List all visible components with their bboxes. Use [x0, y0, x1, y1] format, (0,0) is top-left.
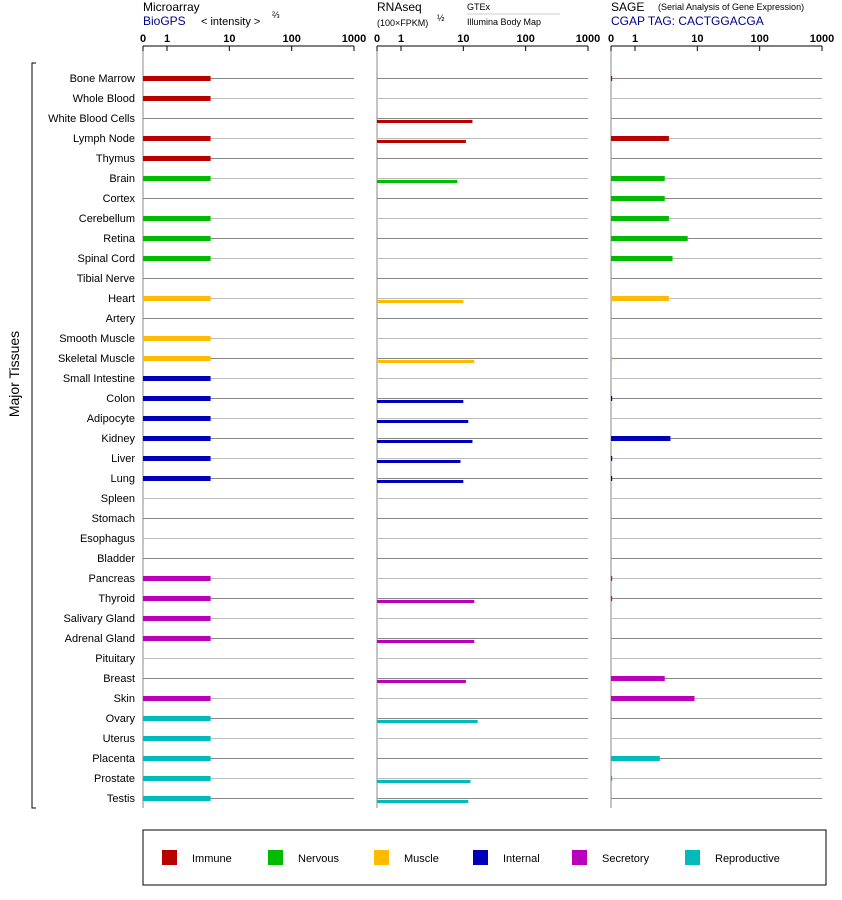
row-label: Smooth Muscle [59, 333, 135, 345]
rnaseq-bar-illumina [377, 420, 468, 423]
rnaseq-bar-illumina [377, 720, 478, 723]
microarray-tick-label: 1 [163, 33, 171, 45]
row-label: Prostate [94, 773, 135, 785]
row-label: Esophagus [79, 533, 135, 545]
sage-bar [611, 216, 669, 221]
sage-bar [611, 436, 670, 441]
rnaseq-tick-label: 0 [373, 33, 381, 45]
microarray-bar [143, 476, 211, 481]
rnaseq-tick-label: 10 [457, 33, 470, 45]
microarray-bar [143, 356, 211, 361]
sage-title: SAGE [611, 0, 645, 14]
microarray-bar [143, 76, 211, 81]
sage-tag: CGAP TAG: CACTGGACGA [611, 14, 764, 28]
rnaseq-bar-illumina [377, 780, 470, 783]
rnaseq-bar-illumina [377, 400, 463, 403]
microarray-title: Microarray [143, 0, 200, 14]
sage-bar [611, 756, 660, 761]
sage-bar [611, 136, 669, 141]
microarray-bar [143, 736, 211, 741]
rnaseq-bar-illumina [377, 180, 457, 183]
sage-bar [611, 356, 612, 361]
row-label: Pituitary [95, 653, 135, 665]
row-label: Skeletal Muscle [57, 353, 135, 365]
row-label: Testis [106, 793, 135, 805]
sage-bar [611, 776, 612, 781]
sage-tick-label: 0 [607, 33, 615, 45]
row-label: Bladder [97, 553, 135, 565]
microarray-bar [143, 696, 211, 701]
rnaseq-title: RNAseq [377, 0, 422, 14]
sage-bar [611, 696, 694, 701]
row-label: Skin [113, 693, 135, 705]
rnaseq-units: (100×FPKM) [377, 18, 429, 28]
row-label: White Blood Cells [48, 113, 135, 125]
row-label: Lung [110, 473, 135, 485]
sage-bar [611, 236, 688, 241]
side-label: Major Tissues [6, 330, 22, 418]
microarray-exponent: ⅔ [272, 10, 280, 20]
microarray-bar [143, 716, 211, 721]
microarray-bar [143, 756, 211, 761]
legend-swatch [572, 850, 587, 865]
microarray-bar [143, 776, 211, 781]
row-label: Thyroid [98, 593, 135, 605]
sage-bar [611, 296, 669, 301]
sage-tick-label: 1000 [809, 33, 835, 45]
row-label: Brain [109, 173, 135, 185]
microarray-bar [143, 256, 211, 261]
microarray-bar [143, 216, 211, 221]
rnaseq-bar-illumina [377, 680, 466, 683]
legend-label: Nervous [298, 853, 339, 865]
legend-swatch [685, 850, 700, 865]
sage-bar [611, 576, 612, 581]
row-label: Uterus [102, 733, 135, 745]
sage-tick-label: 1 [631, 33, 639, 45]
sage-bar [611, 676, 665, 681]
row-label: Liver [111, 453, 135, 465]
microarray-bar [143, 176, 211, 181]
row-label: Tibial Nerve [76, 273, 135, 285]
microarray-source: BioGPS [143, 14, 186, 28]
row-label: Lymph Node [73, 133, 135, 145]
row-label: Small Intestine [62, 373, 135, 385]
row-label: Breast [103, 673, 135, 685]
legend-label: Immune [192, 853, 232, 865]
panels [140, 33, 834, 808]
microarray-bar [143, 376, 211, 381]
sage-bar [611, 476, 612, 481]
row-label: Bone Marrow [69, 73, 135, 85]
row-label: Ovary [105, 713, 135, 725]
row-label: Placenta [92, 753, 135, 765]
side-bracket [32, 63, 36, 808]
sage-bar [611, 396, 612, 401]
sage-bar [611, 256, 673, 261]
row-label: Kidney [101, 433, 135, 445]
microarray-bar [143, 456, 211, 461]
microarray-bar [143, 416, 211, 421]
row-label: Spleen [100, 493, 135, 505]
microarray-bar [143, 236, 211, 241]
legend-label: Internal [503, 853, 540, 865]
microarray-bar [143, 436, 211, 441]
row-label: Whole Blood [72, 93, 135, 105]
rnaseq-source-gtex: GTEx [467, 2, 491, 12]
rnaseq-bar-illumina [377, 480, 463, 483]
rnaseq-bar-illumina [377, 460, 460, 463]
rnaseq-bar-gtex [377, 360, 474, 363]
row-label: Retina [103, 233, 135, 245]
microarray-bar [143, 636, 211, 641]
sage-bar [611, 456, 612, 461]
rnaseq-source-illumina: Illumina Body Map [467, 17, 542, 27]
rnaseq-bar-gtex [377, 800, 468, 803]
sage-subtitle: (Serial Analysis of Gene Expression) [658, 2, 805, 12]
rnaseq-bar-gtex [377, 440, 472, 443]
rnaseq-exponent: ½ [437, 13, 445, 23]
rnaseq-bar-gtex [377, 120, 472, 123]
microarray-tick-label: 0 [139, 33, 147, 45]
rnaseq-bar-illumina [377, 140, 466, 143]
legend-label: Reproductive [715, 853, 780, 865]
row-label: Heart [108, 293, 135, 305]
row-label: Pancreas [88, 573, 135, 585]
sage-bar [611, 596, 612, 601]
sage-panel [608, 33, 834, 808]
row-label: Spinal Cord [77, 253, 135, 265]
row-label: Colon [106, 393, 135, 405]
rnaseq-tick-label: 1 [397, 33, 405, 45]
microarray-tick-label: 1000 [341, 33, 367, 45]
sage-bar [611, 196, 665, 201]
legend-label: Muscle [404, 853, 439, 865]
legend-swatch [473, 850, 488, 865]
sage-bar [611, 176, 665, 181]
rnaseq-tick-label: 100 [516, 33, 535, 45]
rnaseq-bar-gtex [377, 640, 474, 643]
sage-tick-label: 10 [691, 33, 704, 45]
row-label: Cerebellum [78, 213, 135, 225]
microarray-bar [143, 136, 211, 141]
microarray-tick-label: 100 [282, 33, 301, 45]
row-label: Salivary Gland [63, 613, 135, 625]
microarray-intensity-label: < intensity > [201, 16, 261, 28]
rnaseq-bar-illumina [377, 300, 463, 303]
legend-label: Secretory [602, 853, 650, 865]
row-label: Stomach [91, 513, 135, 525]
row-labels [48, 73, 136, 805]
microarray-bar [143, 296, 211, 301]
sage-tick-label: 100 [750, 33, 769, 45]
microarray-bar [143, 336, 211, 341]
microarray-bar [143, 396, 211, 401]
microarray-bar [143, 96, 211, 101]
row-label: Adrenal Gland [64, 633, 135, 645]
microarray-bar [143, 576, 211, 581]
rnaseq-bar-gtex [377, 600, 474, 603]
microarray-bar [143, 616, 211, 621]
microarray-bar [143, 596, 211, 601]
row-label: Adipocyte [86, 413, 135, 425]
row-label: Cortex [102, 193, 135, 205]
microarray-bar [143, 796, 211, 801]
rnaseq-tick-label: 1000 [575, 33, 601, 45]
sage-bar [611, 76, 612, 81]
legend-swatch [374, 850, 389, 865]
microarray-bar [143, 156, 211, 161]
row-label: Artery [105, 313, 135, 325]
legend-swatch [268, 850, 283, 865]
row-label: Thymus [95, 153, 135, 165]
legend-swatch [162, 850, 177, 865]
microarray-tick-label: 10 [223, 33, 236, 45]
